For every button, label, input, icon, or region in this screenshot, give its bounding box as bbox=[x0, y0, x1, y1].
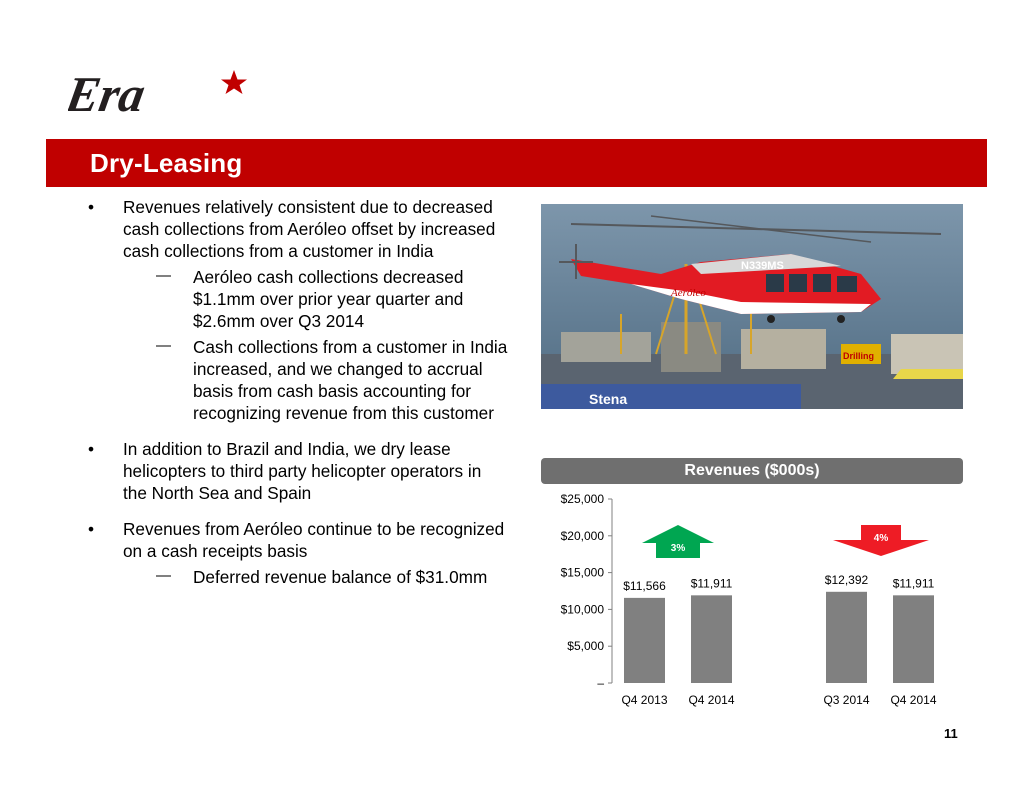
revenue-bar-chart bbox=[541, 488, 963, 713]
bullet-item bbox=[88, 518, 508, 588]
sub-bullet: — Cash collections from a customer in India increased, and we changed to accrual basis from cash basis accounting for recognizing revenue from this customer bbox=[123, 336, 508, 424]
data-label: $11,911 bbox=[690, 576, 733, 591]
chart-header: Revenues ($000s) bbox=[541, 458, 963, 484]
data-label: $11,911 bbox=[892, 576, 935, 591]
y-tick-label: $10,000 bbox=[560, 602, 604, 617]
svg-text:Drilling: Drilling bbox=[843, 351, 874, 361]
y-tick-label: – bbox=[597, 676, 604, 690]
bar bbox=[893, 595, 934, 683]
svg-text:Era: Era bbox=[68, 66, 150, 122]
title-bar bbox=[46, 139, 987, 187]
y-tick-label: $15,000 bbox=[560, 565, 604, 580]
x-tick-label: Q3 2014 bbox=[823, 693, 870, 707]
star-icon bbox=[221, 70, 247, 94]
bullet-item bbox=[88, 438, 508, 504]
sub-bullet: — Aeróleo cash collections decreased $1.1mm over prior year quarter and $2.6mm over Q3 2014 bbox=[123, 266, 508, 332]
data-label: $12,392 bbox=[824, 572, 869, 587]
bullet-text: In addition to Brazil and India, we dry lease helicopters to third party helicopter operators in the North Sea and Spain bbox=[123, 439, 482, 503]
y-tick-label: $5,000 bbox=[567, 639, 604, 654]
page-title: Dry-Leasing bbox=[90, 148, 243, 178]
svg-text:N339MS: N339MS bbox=[741, 260, 784, 272]
data-label: $11,566 bbox=[623, 578, 666, 593]
bullet-item bbox=[88, 196, 508, 424]
bar bbox=[826, 592, 867, 683]
annotation-label: 3% bbox=[670, 543, 686, 554]
x-tick-label: Q4 2013 bbox=[621, 693, 668, 707]
svg-text:Aeróleo: Aeróleo bbox=[671, 287, 706, 299]
x-tick-label: Q4 2014 bbox=[890, 693, 937, 707]
bullet-text: Revenues from Aeróleo continue to be recognized on a cash receipts basis bbox=[123, 519, 505, 561]
era-logo bbox=[68, 64, 258, 124]
x-tick-label: Q4 2014 bbox=[688, 693, 735, 707]
page-number: 11 bbox=[944, 726, 958, 741]
svg-text:Stena: Stena bbox=[589, 391, 628, 407]
sub-bullet: — Deferred revenue balance of $31.0mm bbox=[123, 566, 508, 588]
bullet-list bbox=[88, 196, 508, 598]
annotation-label: 4% bbox=[873, 533, 889, 544]
bullet-text: Revenues relatively consistent due to decreased cash collections from Aeróleo offset by increased cash collections from a customer in India bbox=[123, 197, 496, 261]
bar bbox=[624, 598, 665, 683]
helicopter-photo bbox=[541, 204, 963, 409]
bar bbox=[691, 595, 732, 683]
y-tick-label: $25,000 bbox=[560, 492, 604, 506]
y-tick-label: $20,000 bbox=[560, 528, 604, 543]
